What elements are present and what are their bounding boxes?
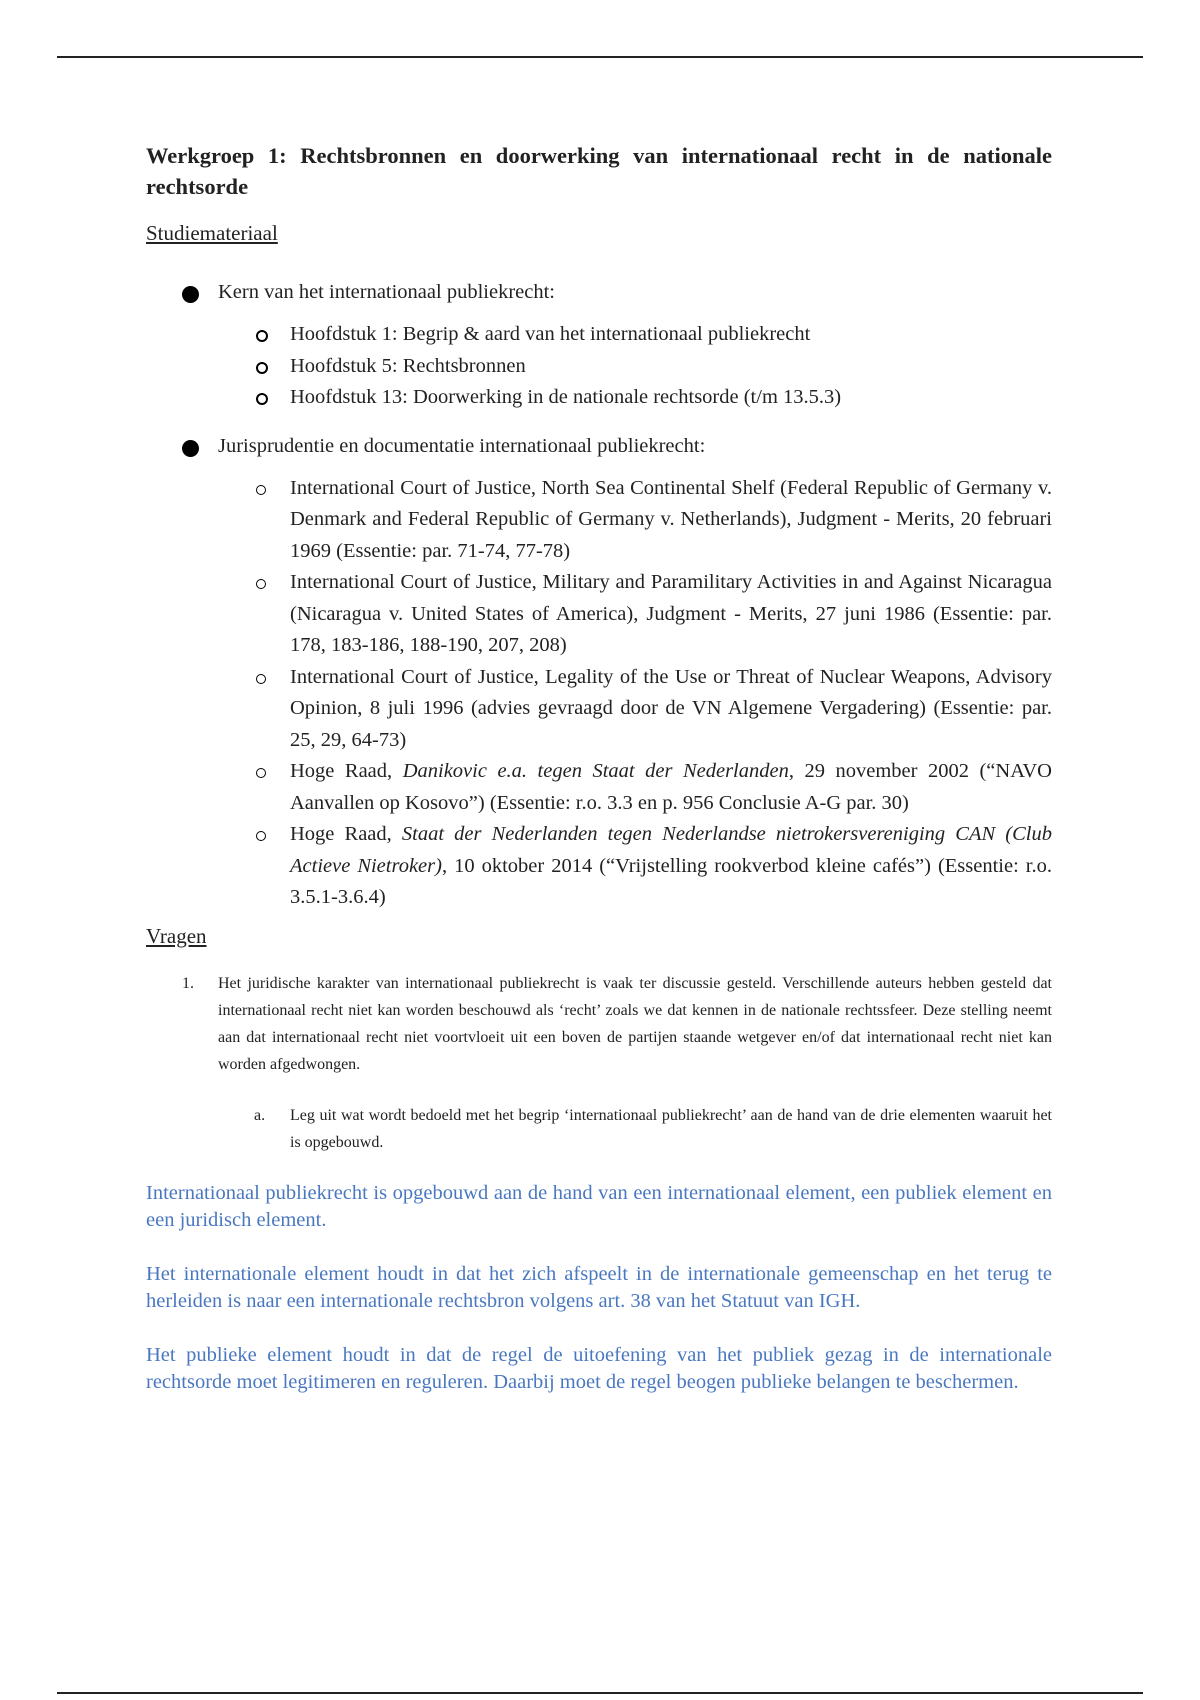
list-item: [146, 567, 1052, 662]
top-rule: [57, 56, 1143, 58]
list-item: [146, 319, 1052, 351]
circle-bullet-icon: [256, 831, 266, 841]
question-1a: [146, 1102, 1052, 1156]
list-item-text: International Court of Justice, Legality of the Use or Threat of Nuclear Weapons, Advisory Opinion, 8 juli 1996 (advies gevraagd door de VN Algemene Vergadering) (Essentie: par. 25, 29, 64-73): [290, 665, 1052, 751]
jurisprudentie-sublist: [146, 473, 1052, 914]
kern-sublist: [146, 319, 1052, 414]
list-item-text: Hoofdstuk 13: Doorwerking in de nationale rechtsorde (t/m 13.5.3): [290, 386, 842, 408]
question-number: 1.: [182, 974, 194, 992]
answer-paragraph: Het publieke element houdt in dat de regel de uitoefening van het publiek gezag in de internationale rechtsorde moet legitimeren en reguleren. Daarbij moet de regel beogen publieke belangen te beschermen.: [146, 1343, 1052, 1393]
list-item-text: International Court of Justice, Military and Paramilitary Activities in and Against Nicaragua (Nicaragua v. United States of America), Judgment - Merits, 27 juni 1986 (Essentie: par. 178, 183-186, 188-190, 207, 208): [290, 571, 1052, 656]
study-material-list: [146, 277, 1052, 914]
filled-bullet-icon: [182, 440, 199, 457]
list-item-kern: [146, 277, 1052, 307]
bottom-rule: [57, 1692, 1143, 1694]
case-court: Hoge Raad,: [290, 760, 403, 782]
circle-bullet-icon: [256, 579, 266, 589]
question-text: Het juridische karakter van internationaal publiekrecht is vaak ter discussie gesteld. Verschillende auteurs hebben gesteld dat internationaal recht niet kan worden beschouwd als ‘recht’ zoals we dat kennen in de nationale rechtssfeer. Deze stelling neemt aan dat internationaal recht niet voortvloeit uit een boven de partijen staande wetgever en/of dat internationaal recht niet kan worden afgedwongen.: [218, 974, 1052, 1073]
list-item-text: International Court of Justice, North Sea Continental Shelf (Federal Republic of Germany v. Denmark and Federal Republic of Germany v. Netherlands), Judgment - Merits, 20 februari 1969 (Essentie: par. 71-74, 77-78): [290, 476, 1052, 562]
page-title: Werkgroep 1: Rechtsbronnen en doorwerking van internationaal recht in de nationale rechtsorde: [146, 143, 1052, 199]
circle-bullet-icon: [256, 485, 266, 495]
list-item-jurisprudentie: [146, 431, 1052, 461]
circle-bullet-icon: [256, 362, 268, 374]
case-name: Staat der Nederlanden tegen Nederlandse nietrokersvereniging CAN (Club Actieve Nietroker): [290, 823, 1052, 877]
list-item-text: Hoofdstuk 5: Rechtsbronnen: [290, 354, 526, 377]
list-item: [146, 473, 1052, 568]
subquestion-letter: a.: [254, 1106, 266, 1124]
list-item: [146, 662, 1052, 757]
question-1: [146, 970, 1052, 1078]
document-body: [146, 140, 1052, 1396]
circle-bullet-icon: [256, 330, 268, 342]
vragen-heading: Vragen: [146, 923, 207, 948]
jurisprudentie-label: Jurisprudentie en documentatie internationaal publiekrecht:: [218, 434, 706, 457]
list-item-text: Hoofdstuk 1: Begrip & aard van het internationaal publiekrecht: [290, 323, 811, 345]
case-court: Hoge Raad,: [290, 823, 402, 845]
list-item: [146, 756, 1052, 819]
list-item: [146, 382, 1052, 414]
answer-paragraph: Het internationale element houdt in dat het zich afspeelt in de internationale gemeenschap en het terug te herleiden is naar een internationale rechtsbron volgens art. 38 van het Statuut van IGH.: [146, 1262, 1052, 1312]
circle-bullet-icon: [256, 393, 268, 405]
kern-label: Kern van het internationaal publiekrecht:: [218, 281, 555, 303]
case-details: , 10 oktober 2014 (“Vrijstelling rookverbod kleine cafés”) (Essentie: r.o. 3.5.1-3.6.4): [290, 854, 1052, 908]
studiemateriaal-heading: Studiemateriaal: [146, 221, 278, 245]
case-details: , 29 november 2002 (“NAVO Aanvallen op Kosovo”) (Essentie: r.o. 3.3 en p. 956 Conclusie A-G par. 30): [290, 760, 1052, 814]
circle-bullet-icon: [256, 674, 266, 684]
filled-bullet-icon: [182, 286, 199, 303]
list-item: [146, 351, 1052, 383]
circle-bullet-icon: [256, 768, 266, 778]
subquestion-text: Leg uit wat wordt bedoeld met het begrip ‘internationaal publiekrecht’ aan de hand van de drie elementen waaruit het is opgebouwd.: [290, 1106, 1052, 1151]
list-item: [146, 819, 1052, 914]
answer-paragraph: Internationaal publiekrecht is opgebouwd aan de hand van een internationaal element, een publiek element en een juridisch element.: [146, 1181, 1052, 1231]
case-name: Danikovic e.a. tegen Staat der Nederlanden: [402, 760, 789, 782]
